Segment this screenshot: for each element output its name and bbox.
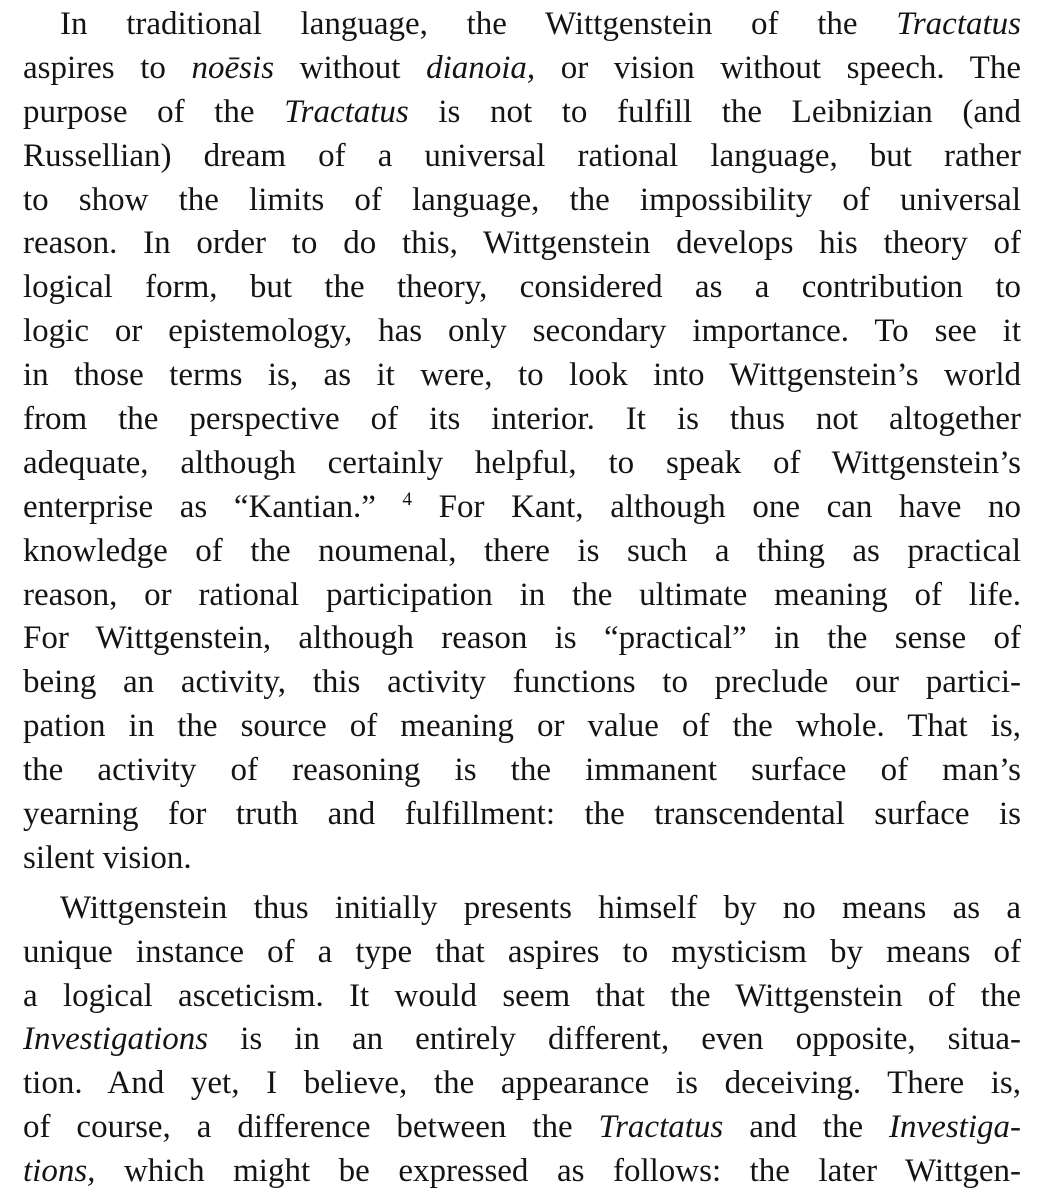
text-run: from the perspective of its interior. It is thus not altogether — [23, 401, 1021, 438]
text-run: reason, or rational participation in the ultimate meaning of life. — [23, 576, 1021, 613]
text-line — [23, 310, 1021, 354]
italic-text: dianoia, — [426, 49, 536, 86]
text-run: is in an entirely different, even opposite, situa- — [208, 1021, 1021, 1058]
text-line — [23, 1106, 1021, 1150]
text-line — [23, 1018, 1021, 1062]
text-line — [23, 222, 1021, 266]
text-line — [23, 91, 1021, 135]
text-line — [23, 179, 1021, 223]
text-run: Wittgenstein thus initially presents himself by no means as a — [60, 889, 1021, 926]
text-run: silent vision. — [23, 839, 192, 876]
footnote-marker: 4 — [402, 488, 413, 510]
text-line — [23, 354, 1021, 398]
text-line — [23, 398, 1021, 442]
text-line — [23, 749, 1021, 793]
text-run: In traditional language, the Wittgenstein of the — [60, 6, 897, 42]
italic-text: Tractatus — [598, 1109, 724, 1146]
text-run: logic or epistemology, has only secondary importance. To see it — [23, 313, 1021, 350]
text-line — [23, 661, 1021, 705]
italic-text: Tractatus — [896, 6, 1021, 42]
text-line — [23, 887, 1021, 931]
text-line — [23, 705, 1021, 749]
text-line — [23, 442, 1021, 486]
italic-text: noēsis — [191, 49, 275, 86]
text-line — [23, 1062, 1021, 1106]
text-line — [23, 486, 1021, 530]
text-run: For Wittgenstein, although reason is “practical” in the sense of — [23, 620, 1021, 657]
text-run: yearning for truth and fulfillment: the transcendental surface is — [23, 796, 1021, 833]
paragraph-2 — [23, 887, 1021, 1194]
italic-text: Investigations — [23, 1021, 209, 1058]
text-line — [23, 47, 1021, 91]
text-run: is not to fulfill the Leibnizian (and — [408, 93, 1021, 130]
text-line — [23, 793, 1021, 837]
italic-text: tions, — [23, 1153, 96, 1190]
text-line — [23, 617, 1021, 661]
text-run: knowledge of the noumenal, there is such a thing as practical — [23, 532, 1021, 569]
text-line — [23, 135, 1021, 179]
text-run: to show the limits of language, the impossibility of universal — [23, 181, 1021, 218]
text-line — [23, 1150, 1021, 1194]
document-page — [23, 3, 1021, 1194]
text-run: the activity of reasoning is the immanent surface of man’s — [23, 752, 1021, 789]
text-line — [23, 975, 1021, 1019]
text-line — [23, 266, 1021, 310]
italic-text: Tractatus — [284, 93, 409, 130]
text-run: in those terms is, as it were, to look into Wittgenstein’s world — [23, 357, 1021, 394]
text-line — [23, 837, 1021, 881]
text-run: adequate, although certainly helpful, to speak of Wittgenstein’s — [23, 444, 1021, 481]
text-run: enterprise as “Kantian.” — [23, 488, 403, 525]
text-run: pation in the source of meaning or value of the whole. That is, — [23, 708, 1021, 745]
text-run: a logical asceticism. It would seem that the Wittgenstein of the — [23, 977, 1021, 1014]
text-run: For Kant, although one can have no — [412, 488, 1021, 525]
text-run: being an activity, this activity functions to preclude our partici- — [23, 664, 1021, 701]
text-run: or vision without speech. The — [535, 49, 1021, 86]
paragraph-1 — [23, 3, 1021, 881]
text-line — [23, 931, 1021, 975]
text-line — [23, 574, 1021, 618]
text-run: logical form, but the theory, considered as a contribution to — [23, 269, 1021, 306]
text-run: of course, a difference between the — [23, 1109, 599, 1146]
text-run: purpose of the — [23, 93, 285, 130]
text-line — [23, 3, 1021, 47]
text-run: reason. In order to do this, Wittgenstein develops his theory of — [23, 225, 1021, 262]
text-run: without — [274, 49, 427, 86]
text-run: and the — [723, 1109, 890, 1146]
text-run: which might be expressed as follows: the later Wittgen- — [95, 1153, 1021, 1190]
italic-text: Investiga- — [889, 1109, 1021, 1146]
text-run: tion. And yet, I believe, the appearance is deceiving. There is, — [23, 1065, 1021, 1102]
text-line — [23, 530, 1021, 574]
text-run: unique instance of a type that aspires to mysticism by means of — [23, 933, 1021, 970]
text-run: aspires to — [23, 49, 192, 86]
text-run: Russellian) dream of a universal rational language, but rather — [23, 137, 1021, 174]
